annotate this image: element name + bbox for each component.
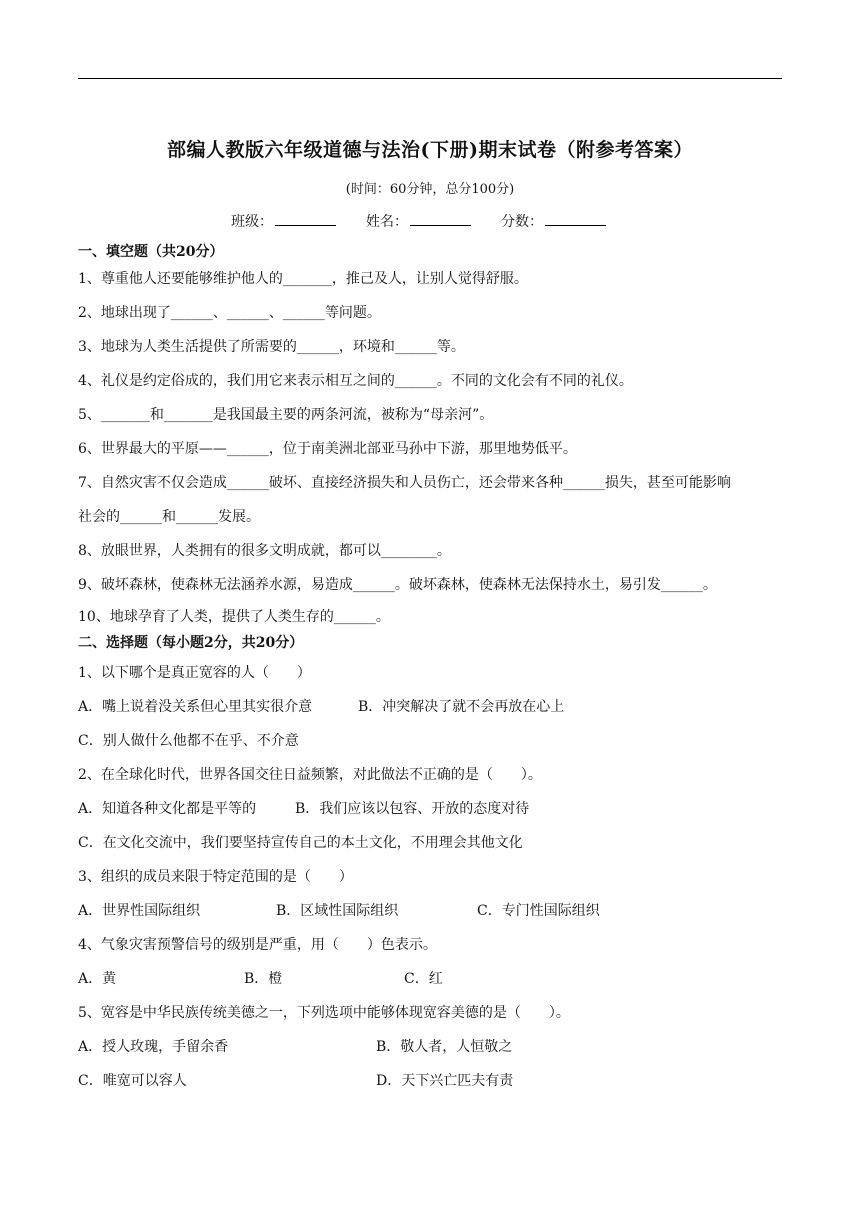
choice-options bbox=[78, 690, 786, 724]
section-heading-fill-in: 一、填空题（共20分） bbox=[78, 244, 224, 260]
option-b: B．敬人者，人恒敬之 bbox=[376, 1039, 513, 1055]
option-c: C．红 bbox=[404, 971, 443, 987]
option-a: A．知道各种文化都是平等的 bbox=[78, 801, 257, 817]
choice-question-stem: 3、组织的成员来限于特定范围的是（ ） bbox=[78, 869, 353, 885]
section-heading-multiple-choice: 二、选择题（每小题2分，共20分） bbox=[78, 635, 304, 651]
score-label: 分数： bbox=[501, 214, 543, 230]
choice-options bbox=[78, 894, 786, 928]
score-blank[interactable] bbox=[545, 213, 606, 226]
option-a: A．授人玫瑰，手留余香 bbox=[78, 1039, 229, 1055]
page-title: 部编人教版六年级道德与法治(下册)期末试卷（附参考答案） bbox=[167, 139, 693, 161]
choice-options bbox=[78, 962, 786, 996]
option-c: C．专门性国际组织 bbox=[477, 903, 600, 919]
option-d: D．天下兴亡匹夫有责 bbox=[376, 1073, 514, 1089]
fill-question: 7、自然灾害不仅会造成______破坏、直接经济损失和人员伤亡，还会带来各种______损失，甚至可能影响 bbox=[78, 475, 731, 491]
header-rule bbox=[78, 78, 782, 79]
fill-question-continued: 社会的______和______发展。 bbox=[78, 509, 260, 525]
fill-question: 3、地球为人类生活提供了所需要的______，环境和______等。 bbox=[78, 339, 465, 355]
option-b: B．区域性国际组织 bbox=[276, 903, 399, 919]
choice-question-stem: 2、在全球化时代，世界各国交往日益频繁，对此做法不正确的是（ ）。 bbox=[78, 767, 542, 783]
fill-question: 9、破坏森林，使森林无法涵养水源，易造成______。破坏森林，使森林无法保持水土，易引发______。 bbox=[78, 577, 717, 593]
option-c: C．在文化交流中，我们要坚持宣传自己的本土文化，不用理会其他文化 bbox=[78, 835, 523, 851]
choice-question-stem: 4、气象灾害预警信号的级别是严重，用（ ）色表示。 bbox=[78, 937, 437, 953]
name-blank[interactable] bbox=[410, 213, 471, 226]
fill-question: 1、尊重他人还要能够维护他人的_______，推己及人，让别人觉得舒服。 bbox=[78, 271, 528, 287]
option-a: A．世界性国际组织 bbox=[78, 903, 201, 919]
fill-question: 2、地球出现了______、______、______等问题。 bbox=[78, 305, 381, 321]
fill-question: 5、_______和_______是我国最主要的两条河流，被称为“母亲河”。 bbox=[78, 407, 494, 423]
class-blank[interactable] bbox=[275, 213, 336, 226]
option-b: B．我们应该以包容、开放的态度对待 bbox=[295, 801, 530, 817]
fill-question: 4、礼仪是约定俗成的，我们用它来表示相互之间的______。不同的文化会有不同的礼仪。 bbox=[78, 373, 633, 389]
option-a: A．黄 bbox=[78, 971, 117, 987]
score-field bbox=[501, 211, 606, 231]
fill-question: 8、放眼世界，人类拥有的很多文明成就，都可以________。 bbox=[78, 543, 451, 559]
option-c: C．别人做什么他都不在乎、不介意 bbox=[78, 733, 299, 749]
choice-options bbox=[78, 1064, 786, 1098]
student-info-row bbox=[231, 211, 606, 231]
name-label: 姓名： bbox=[366, 214, 408, 230]
fill-question: 6、世界最大的平原——______，位于南美洲北部亚马孙中下游，那里地势低平。 bbox=[78, 441, 577, 457]
choice-options bbox=[78, 1030, 786, 1064]
choice-question-stem: 1、以下哪个是真正宽容的人（ ） bbox=[78, 665, 311, 681]
option-b: B．橙 bbox=[244, 971, 283, 987]
option-b: B．冲突解决了就不会再放在心上 bbox=[358, 699, 565, 715]
class-label: 班级： bbox=[231, 214, 273, 230]
exam-time-note: (时间：60分钟，总分100分) bbox=[345, 182, 515, 197]
class-field bbox=[231, 211, 336, 231]
exam-body bbox=[78, 242, 786, 1098]
name-field bbox=[366, 211, 471, 231]
option-c: C．唯宽可以容人 bbox=[78, 1073, 187, 1089]
choice-question-stem: 5、宽容是中华民族传统美德之一，下列选项中能够体现宽容美德的是（ ）。 bbox=[78, 1005, 570, 1021]
choice-options bbox=[78, 792, 786, 826]
option-a: A．嘴上说着没关系但心里其实很介意 bbox=[78, 699, 313, 715]
fill-question: 10、地球孕育了人类，提供了人类生存的______。 bbox=[78, 609, 390, 625]
